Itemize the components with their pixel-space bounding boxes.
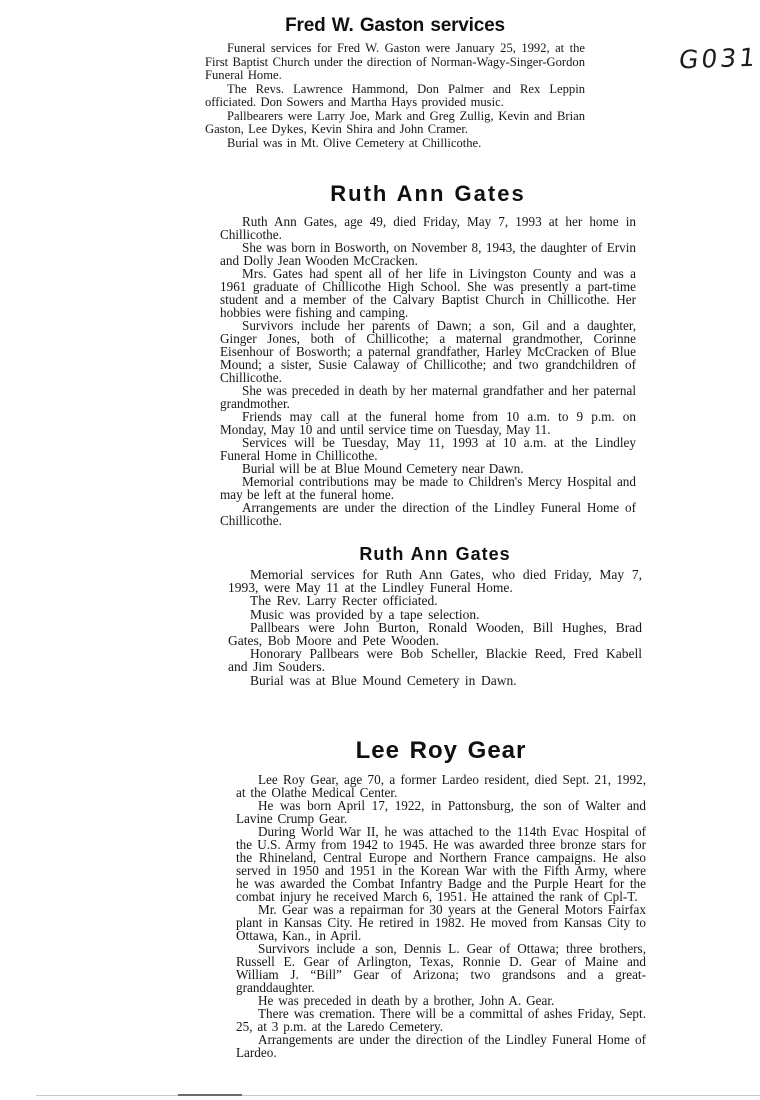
obituary-paragraph: There was cremation. There will be a committal of ashes Friday, Sept. 25, at 3 p.m. at the Laredo Cemetery.: [236, 1006, 646, 1034]
obituary-paragraph: Funeral services for Fred W. Gaston were January 25, 1992, at the First Baptist Church under the direction of Norman-Wagy-Singer-Gordon Funeral Home.: [205, 41, 585, 82]
obituary-fred-w-gaston: [205, 14, 585, 150]
obituary-paragraph: He was born April 17, 1922, in Pattonsburg, the son of Walter and Lavine Crump Gear.: [236, 798, 646, 826]
obituary-paragraph: Memorial contributions may be made to Children's Mercy Hospital and may be left at the funeral home.: [220, 474, 636, 502]
obituary-paragraph: The Revs. Lawrence Hammond, Don Palmer and Rex Leppin officiated. Don Sowers and Martha Hays provided music.: [205, 81, 585, 109]
obituary-paragraph: Memorial services for Ruth Ann Gates, who died Friday, May 7, 1993, were May 11 at the Lindley Funeral Home.: [228, 567, 642, 596]
obituary-paragraph: Arrangements are under the direction of the Lindley Funeral Home of Chillicothe.: [220, 500, 636, 528]
obituary-paragraph: Survivors include a son, Dennis L. Gear of Ottawa; three brothers, Russell E. Gear of Arlington, Texas, Ronnie D. Gear of Maine and William J. “Bill” Gear of Arizona; two grandsons and a great-granddaughter.: [236, 941, 646, 995]
obituary-title: Fred W. Gaston services: [285, 15, 505, 36]
obituary-paragraph: The Rev. Larry Recter officiated.: [250, 593, 438, 609]
obituary-paragraph: Ruth Ann Gates, age 49, died Friday, May 7, 1993 at her home in Chillicothe.: [220, 214, 636, 242]
scan-edge-line: [36, 1095, 760, 1096]
obituary-paragraph: Music was provided by a tape selection.: [250, 606, 480, 622]
obituary-title: Ruth Ann Gates: [330, 181, 526, 206]
obituary-paragraph: He was preceded in death by a brother, John A. Gear.: [258, 993, 555, 1008]
obituary-paragraph: Pallbearers were Larry Joe, Mark and Greg Zullig, Kevin and Brian Gaston, Lee Dykes, Kevin Shira and John Cramer.: [205, 108, 585, 136]
obituary-paragraph: Services will be Tuesday, May 11, 1993 at 10 a.m. at the Lindley Funeral Home in Chillicothe.: [220, 435, 636, 463]
obituary-paragraph: Survivors include her parents of Dawn; a son, Gil and a daughter, Ginger Jones, both of Chillicothe; a maternal grandmother, Corinne Eisenhour of Bosworth; a paternal grandfather, Harley McCracken of Blue Mound; a sister, Susie Calaway of Chillicothe; and two grandchildren of Chillicothe.: [220, 318, 636, 385]
obituary-paragraph: Burial was in Mt. Olive Cemetery at Chillicothe.: [227, 135, 482, 150]
obituary-paragraph: Lee Roy Gear, age 70, a former Lardeo resident, died Sept. 21, 1992, at the Olathe Medical Center.: [236, 772, 646, 800]
obituary-paragraph: Arrangements are under the direction of the Lindley Funeral Home of Lardeo.: [236, 1032, 646, 1060]
obituary-paragraph: Friends may call at the funeral home from 10 a.m. to 9 p.m. on Monday, May 10 and until service time on Tuesday, May 11.: [220, 409, 636, 437]
obituary-paragraph: She was preceded in death by her maternal grandfather and her paternal grandmother.: [220, 383, 636, 411]
obituary-ruth-ann-gates-1: [220, 180, 636, 527]
obituary-ruth-ann-gates-2: [228, 543, 642, 687]
obituary-paragraph: Mrs. Gates had spent all of her life in Livingston County and was a 1961 graduate of Chillicothe High School. She was presently a part-time student and a member of the Calvary Baptist Church in Chillicothe. Her hobbies were fishing and camping.: [220, 266, 636, 320]
obituary-paragraph: She was born in Bosworth, on November 8, 1943, the daughter of Ervin and Dolly Jean Wooden McCracken.: [220, 240, 636, 268]
obituary-paragraph: During World War II, he was attached to the 114th Evac Hospital of the U.S. Army from 1942 to 1945. He was awarded three bronze stars for the Rhineland, Central Europe and Northern France campaigns. He also served in 1950 and 1951 in the Korean War with the Fifth Army, where he was awarded the Combat Infantry Badge and the Purple Heart for the combat injury he received March 6, 1951. He attained the rank of Cpl-T.: [236, 824, 646, 904]
obituary-paragraph: Burial will be at Blue Mound Cemetery near Dawn.: [242, 461, 524, 476]
obituary-lee-roy-gear: [236, 736, 646, 1059]
obituary-title: Ruth Ann Gates: [359, 544, 511, 564]
obituary-paragraph: Honorary Pallbears were Bob Scheller, Blackie Reed, Fred Kabell and Jim Souders.: [228, 646, 642, 675]
handwritten-archive-code: G031: [677, 42, 760, 75]
obituary-title: Lee Roy Gear: [355, 737, 527, 764]
obituary-paragraph: Burial was at Blue Mound Cemetery in Dawn.: [250, 672, 517, 688]
obituary-paragraph: Pallbears were John Burton, Ronald Wooden, Bill Hughes, Brad Gates, Bob Moore and Pete Wooden.: [228, 619, 642, 649]
obituary-paragraph: Mr. Gear was a repairman for 30 years at the General Motors Fairfax plant in Kansas City. He retired in 1982. He moved from Kansas City to Ottawa, Kan., in April.: [236, 902, 646, 943]
scan-edge-mark: [178, 1094, 242, 1096]
